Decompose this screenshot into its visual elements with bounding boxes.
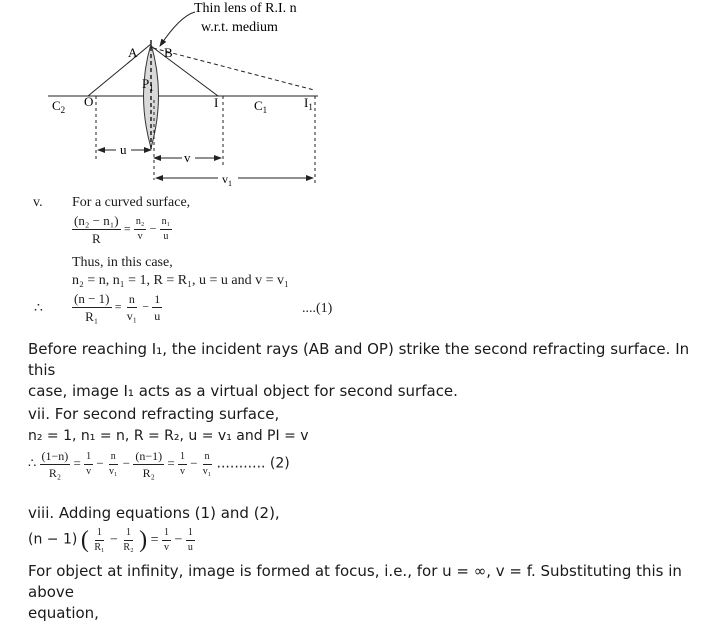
label-p: $P_1$ xyxy=(142,76,154,93)
label-i1: $I_1$ xyxy=(304,95,313,112)
paragraph-line: equation, xyxy=(28,604,99,622)
substitution-2: n₂ = 1, n₁ = n, R = R₂, u = v₁ and PI = v xyxy=(28,428,309,444)
thus-text: Thus, in this case, xyxy=(72,255,173,270)
label-o: O xyxy=(84,94,94,109)
ray-bi1-dashed xyxy=(153,48,314,90)
label-b: B xyxy=(164,45,173,60)
label-c2: $C_2$ xyxy=(52,98,66,115)
equation-1-tag: ....(1) xyxy=(302,301,333,316)
equation-2: ∴ $\frac{(1-n)}{\text{R₂}}$ = $\frac{1}{v}$ − $\frac{n}{\text{v₁}}$ − $\frac{(n-1)}{\text{R₂}}$ = $\frac{1}{v}$ − $\frac{n}{\text{v₁}}$ ........... (2) xyxy=(28,449,290,480)
substitution-1: n₂ = n, n₁ = 1, R = R₁, u = u and v = v₁ xyxy=(72,273,289,288)
label-v1: $v_1$ xyxy=(222,172,232,188)
label-c1: $C_1$ xyxy=(254,98,268,115)
caption-line2: w.r.t. medium xyxy=(201,20,278,35)
paragraph-line: Before reaching I₁, the incident rays (AB and OP) strike the second refracting surface. In this xyxy=(28,340,690,379)
equation-1: $\frac{(n - 1)}{\text{R₁}}$ = $\frac{n}{\text{v₁}}$ − $\frac{1}{u}$ xyxy=(74,291,161,324)
label-i: I xyxy=(214,95,219,110)
equation-curved-surface: $\frac{\text{(n₂ − n₁)}}{R}$ = $\frac{\text{n₂}}{v}$ − $\frac{\text{n₁}}{u}$ xyxy=(74,213,171,246)
equation-lens-maker: (n − 1) ( $\frac{1}{\text{R₁}}$ − $\frac{1}{\text{R₂}}$ ) = $\frac{1}{v}$ − $\frac{1}{u}$ xyxy=(28,527,193,553)
label-v: v xyxy=(184,150,191,165)
caption-pointer xyxy=(160,12,195,46)
paragraph-line: For object at infinity, image is formed at focus, i.e., for u = ∞, v = f. Substituting this in above xyxy=(28,562,682,601)
step-viii-heading: viii. Adding equations (1) and (2), xyxy=(28,504,280,522)
label-a: A xyxy=(128,45,138,60)
therefore-symbol-1: ∴ xyxy=(34,301,43,316)
paragraph-object-at-infinity xyxy=(28,561,711,624)
caption-line1: Thin lens of R.I. n xyxy=(194,1,297,16)
paragraph-virtual-object xyxy=(28,339,711,402)
ray-bi xyxy=(151,46,218,96)
label-u: u xyxy=(120,142,127,157)
step-v-heading: For a curved surface, xyxy=(72,195,191,210)
lens-ray-diagram xyxy=(40,0,340,190)
step-number-v: v. xyxy=(33,195,43,210)
paragraph-line: case, image I₁ acts as a virtual object for second surface. xyxy=(28,382,458,400)
step-vii-heading: vii. For second refracting surface, xyxy=(28,405,280,423)
